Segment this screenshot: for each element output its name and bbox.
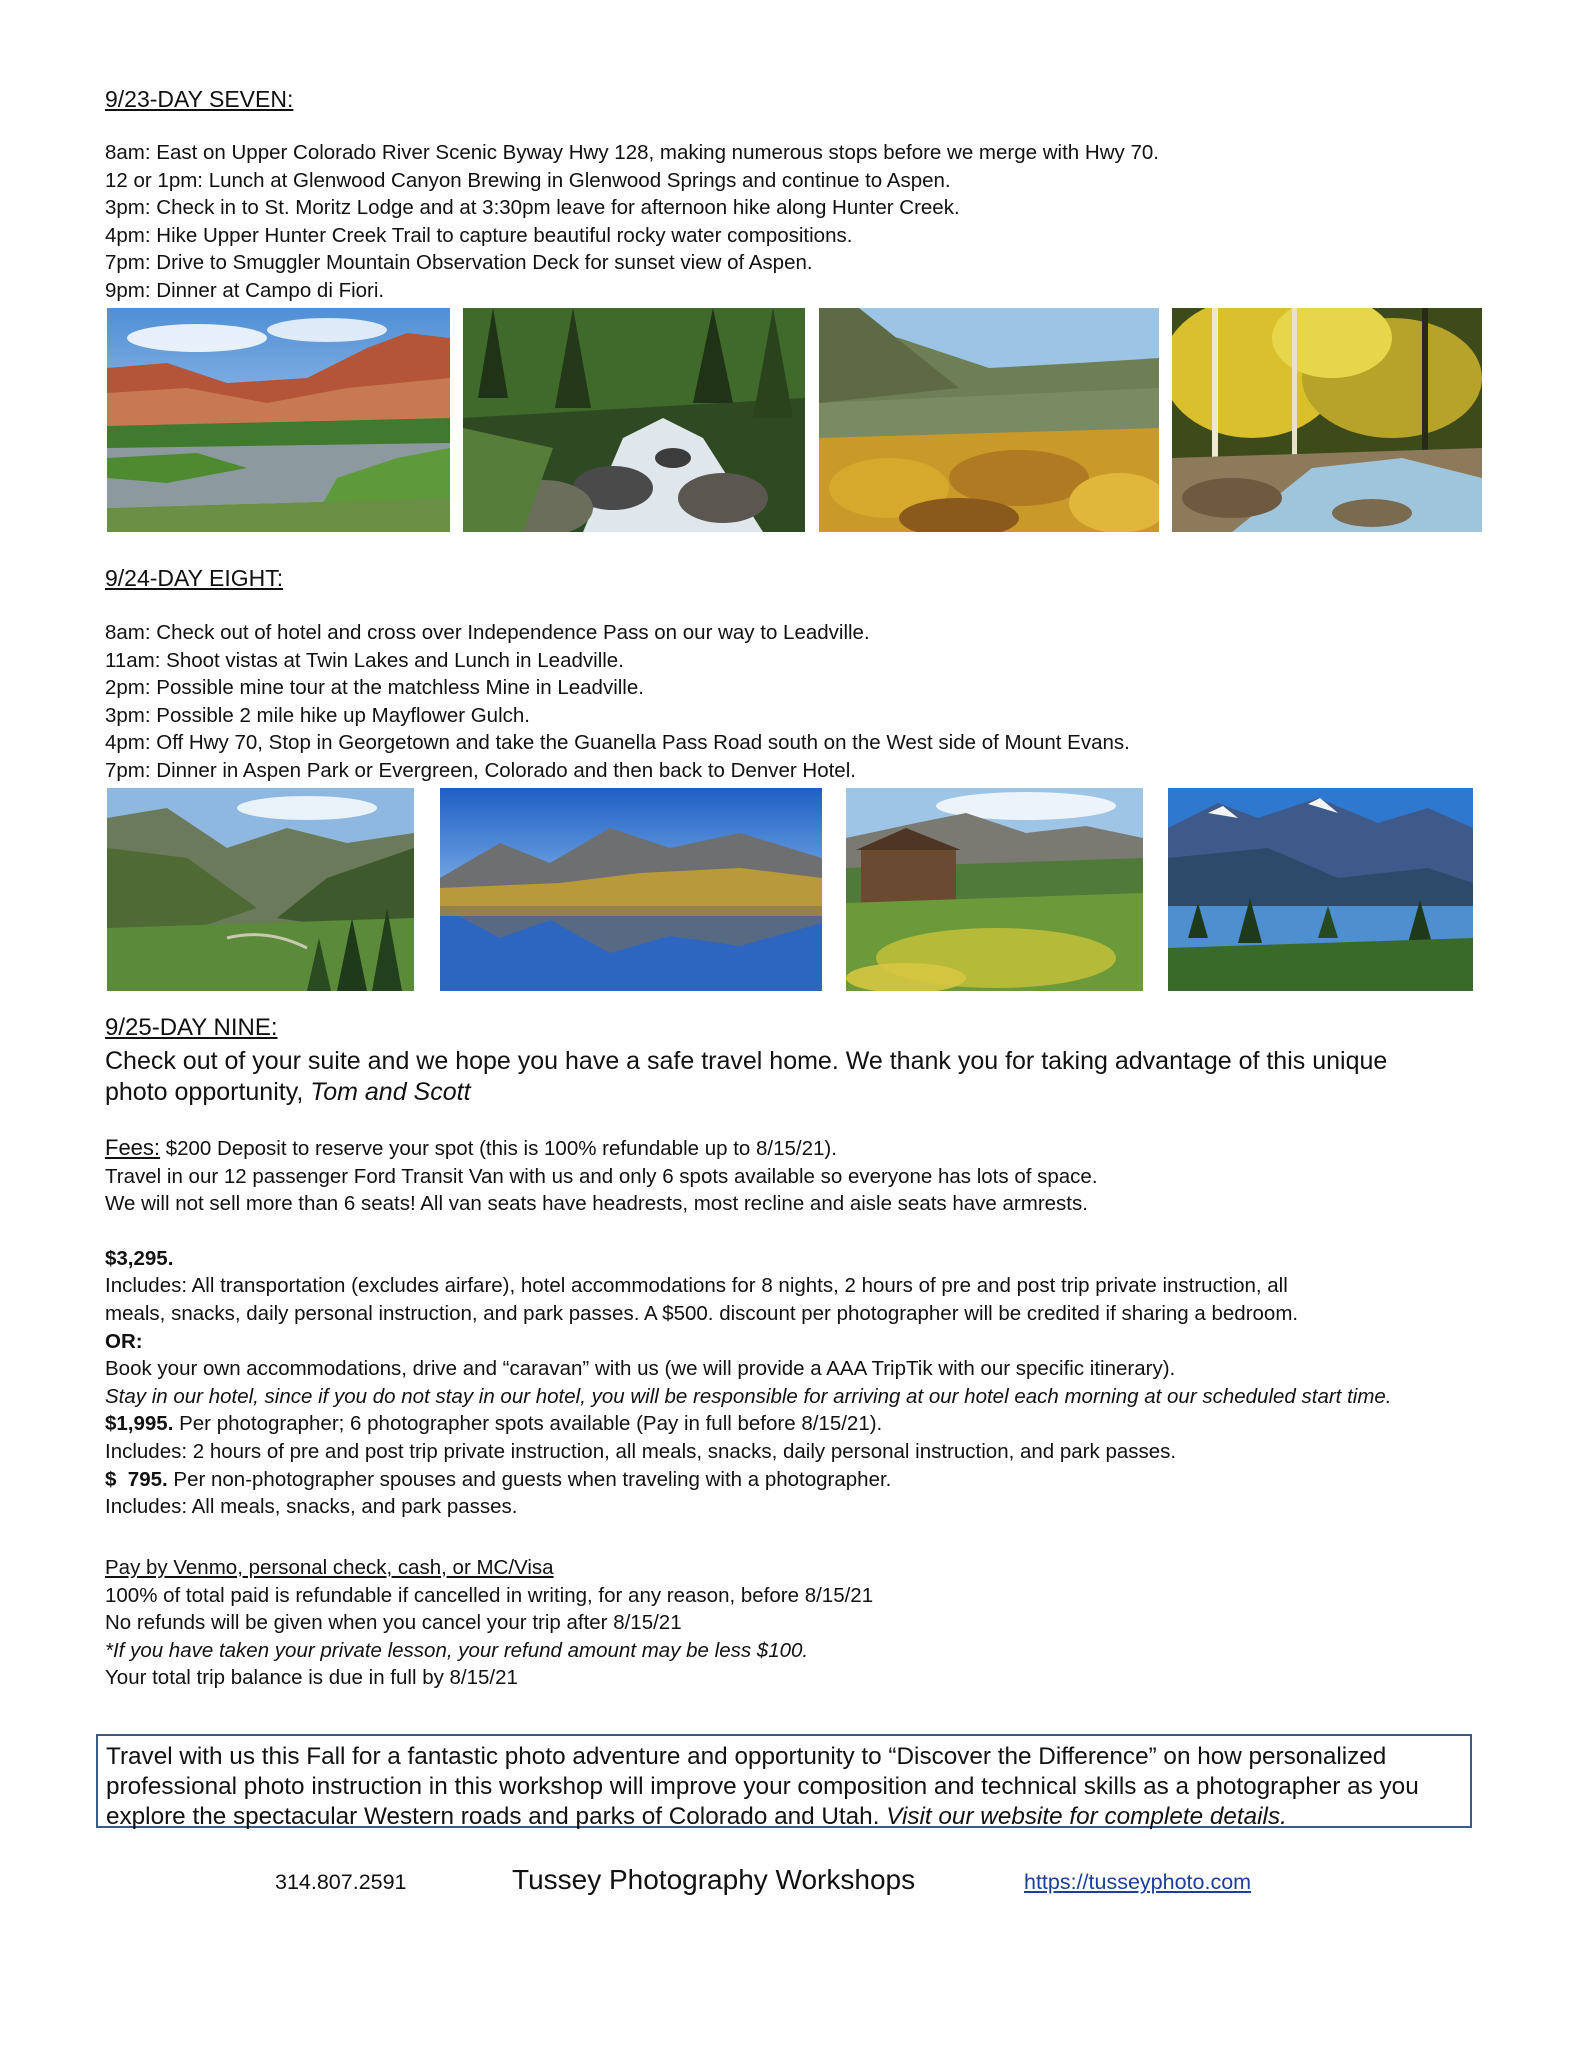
- photo-mayflower-gulch-cabin: [846, 788, 1143, 991]
- payment-section: [105, 1554, 1463, 1692]
- itinerary-line: 11am: Shoot vistas at Twin Lakes and Lunch in Leadville.: [105, 648, 624, 672]
- day9-heading: 9/25-DAY NINE:: [105, 1014, 278, 1041]
- includes-full-b: meals, snacks, daily personal instruction, and park passes. A $500. discount per photographer will be credited if sharing a bedroom.: [105, 1301, 1299, 1325]
- promo-text: Travel with us this Fall for a fantastic photo adventure and opportunity to “Discover the Difference” on how personalized professional photo instruction in this workshop will improve your composition and technical skills as a photographer as you explore the spectacular Western roads and parks of Colorado and Utah.: [106, 1743, 1419, 1830]
- day9-section: [105, 1016, 1463, 1040]
- stay-note: Stay in our hotel, since if you do not stay in our hotel, you will be responsible for arriving at our hotel each morning at our scheduled start time.: [105, 1384, 1392, 1408]
- fees-line1: [105, 1134, 1463, 1163]
- itinerary-line: 4pm: Off Hwy 70, Stop in Georgetown and take the Guanella Pass Road south on the West side of Mount Evans.: [105, 731, 1130, 755]
- refund-line3: *If you have taken your private lesson, your refund amount may be less $100.: [105, 1638, 809, 1662]
- price-photographer-text: Per photographer; 6 photographer spots available (Pay in full before 8/15/21).: [173, 1412, 883, 1436]
- refund-line2: No refunds will be given when you cancel your trip after 8/15/21: [105, 1611, 682, 1635]
- price-guest-text: Per non-photographer spouses and guests when traveling with a photographer.: [167, 1467, 892, 1491]
- day9-text2: photo opportunity,: [105, 1078, 311, 1106]
- day8-section: [105, 567, 1463, 590]
- promo-box: [96, 1734, 1472, 1828]
- photo-independence-pass-valley: [107, 788, 414, 991]
- payment-heading: Pay by Venmo, personal check, cash, or MC/Visa: [105, 1556, 554, 1579]
- itinerary-line: 12 or 1pm: Lunch at Glenwood Canyon Brewing in Glenwood Springs and continue to Aspen.: [105, 168, 951, 192]
- fees-van: Travel in our 12 passenger Ford Transit Van with us and only 6 spots available so everyone has lots of space.: [105, 1164, 1098, 1188]
- fees-seats: We will not sell more than 6 seats! All van seats have headrests, most recline and aisle seats have armrests.: [105, 1192, 1088, 1216]
- itinerary-line: 3pm: Possible 2 mile hike up Mayflower Gulch.: [105, 703, 530, 727]
- promo-italic: Visit our website for complete details.: [886, 1803, 1287, 1830]
- website-link[interactable]: https://tusseyphoto.com: [1024, 1870, 1252, 1894]
- day7-section: [105, 88, 1463, 111]
- footer-link-wrap: [1024, 1870, 1251, 1895]
- refund-line1: 100% of total paid is refundable if cancelled in writing, for any reason, before 8/15/21: [105, 1583, 874, 1607]
- includes-photographer: Includes: 2 hours of pre and post trip private instruction, all meals, snacks, daily personal instruction, and park passes.: [105, 1439, 1177, 1463]
- day7-heading: 9/23-DAY SEVEN:: [105, 86, 294, 112]
- footer-company: Tussey Photography Workshops: [512, 1864, 916, 1895]
- day8-itinerary: [105, 619, 1463, 785]
- itinerary-line: 7pm: Drive to Smuggler Mountain Observation Deck for sunset view of Aspen.: [105, 251, 813, 275]
- refund-line4: Your total trip balance is due in full by 8/15/21: [105, 1666, 518, 1690]
- itinerary-line: 7pm: Dinner in Aspen Park or Evergreen, Colorado and then back to Denver Hotel.: [105, 758, 856, 782]
- fees-deposit: $200 Deposit to reserve your spot (this is 100% refundable up to 8/15/21).: [160, 1137, 837, 1160]
- price-guest-line: [105, 1466, 1463, 1494]
- day8-heading: 9/24-DAY EIGHT:: [105, 565, 284, 591]
- itinerary-line: 2pm: Possible mine tour at the matchless Mine in Leadville.: [105, 676, 644, 700]
- own-accommodations: Book your own accommodations, drive and “caravan” with us (we will provide a AAA TripTik with our specific itinerary).: [105, 1357, 1176, 1381]
- photo-twin-lakes-reflection: [440, 788, 822, 991]
- itinerary-line: 9pm: Dinner at Campo di Fiori.: [105, 278, 385, 302]
- day9-text-line2: [105, 1077, 1463, 1108]
- fees-label: Fees:: [105, 1135, 161, 1160]
- itinerary-line: 8am: East on Upper Colorado River Scenic Byway Hwy 128, making numerous stops before we merge with Hwy 70.: [105, 141, 1159, 164]
- photo-aspen-creek-autumn: [1172, 308, 1482, 532]
- photo-colorado-river-canyon: [107, 308, 450, 532]
- footer-phone: 314.807.2591: [275, 1870, 407, 1894]
- fees-section: [105, 1134, 1463, 1521]
- price-photographer: $1,995.: [105, 1412, 174, 1436]
- photo-hunter-creek-stream: [463, 308, 805, 532]
- itinerary-line: 4pm: Hike Upper Hunter Creek Trail to capture beautiful rocky water compositions.: [105, 223, 853, 247]
- price-full: $3,295.: [105, 1246, 174, 1270]
- itinerary-line: 8am: Check out of hotel and cross over Independence Pass on our way to Leadville.: [105, 621, 870, 644]
- or-label: OR:: [105, 1329, 143, 1353]
- signature: Tom and Scott: [310, 1078, 471, 1106]
- day9-message: [105, 1046, 1463, 1108]
- day9-text: Check out of your suite and we hope you have a safe travel home. We thank you for taking advantage of this unique: [105, 1047, 1388, 1075]
- photo-aspen-valley-view: [819, 308, 1159, 532]
- day7-itinerary: [105, 139, 1463, 305]
- includes-full-a: Includes: All transportation (excludes airfare), hotel accommodations for 8 nights, 2 hours of pre and post trip private instruction, all: [105, 1274, 1288, 1298]
- includes-guest: Includes: All meals, snacks, and park passes.: [105, 1495, 518, 1519]
- price-photographer-line: [105, 1410, 1463, 1438]
- itinerary-line: 3pm: Check in to St. Moritz Lodge and at 3:30pm leave for afternoon hike along Hunter Creek.: [105, 196, 960, 220]
- price-guest: $ 795.: [105, 1467, 168, 1491]
- photo-mountain-lake-reflection: [1168, 788, 1473, 991]
